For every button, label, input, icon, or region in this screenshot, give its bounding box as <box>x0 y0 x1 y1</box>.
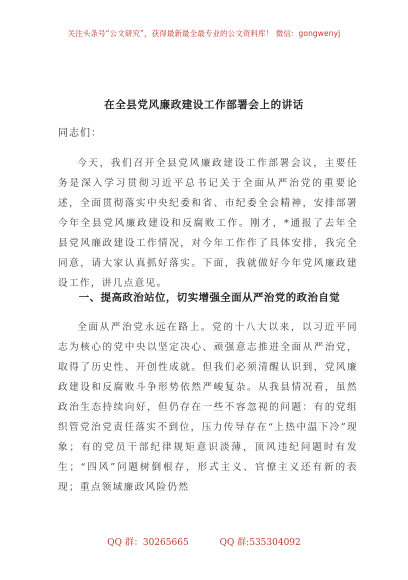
section-heading-1: 一、提高政治站位，切实增强全面从严治党的政治自觉 <box>78 292 341 304</box>
paragraph-section-1: 全面从严治党永远在路上。党的十八大以来，以习近平同志为核心的党中央以坚定决心、顽强意志推进全面从严治党，取得了历史性、开创性成就。但我们必须清醒认识到，党风廉政建设和反腐败斗争形势依然严峻复杂。从我县情况看，虽然政治生态持续向好，但仍存在一些不容忽视的问题：有的党组织管党治党责任落实不到位，压力传导存在“上热中温下冷”现象；有的党员干部纪律规矩意识淡薄，顶风违纪问题时有发生；“四风”问题树倒根存，形式主义、官僚主义还有新的表现；重点领域廉政风险仍然 <box>58 322 358 493</box>
footer <box>0 535 408 548</box>
salutation: 同志们： <box>58 128 102 139</box>
footer-qq-group-1: QQ 群：30265665 <box>107 538 189 548</box>
header-banner: 关注头条号“公文研究”，获得最新最全最专业的公文资料库！ 微信：gongwenyj <box>67 29 341 38</box>
document-title: 在全县党风廉政建设工作部署会上的讲话 <box>104 99 304 111</box>
paragraph-intro: 今天，我们召开全县党风廉政建设工作部署会议，主要任务是深入学习贯彻习近平总书记关于全面从严治党的重要论述，全面贯彻落实中央纪委和省、市纪委全会精神，安排部署今年全县党风廉政建设和反腐败工作。刚才，*通报了去年全县党风廉政建设工作情况，对今年工作作了具体安排，我完全同意，请大家认真抓好落实。下面，我就做好今年党风廉政建设工作，讲几点意见。 <box>58 158 358 289</box>
footer-qq-group-2: QQ 群:535304092 <box>219 538 301 548</box>
